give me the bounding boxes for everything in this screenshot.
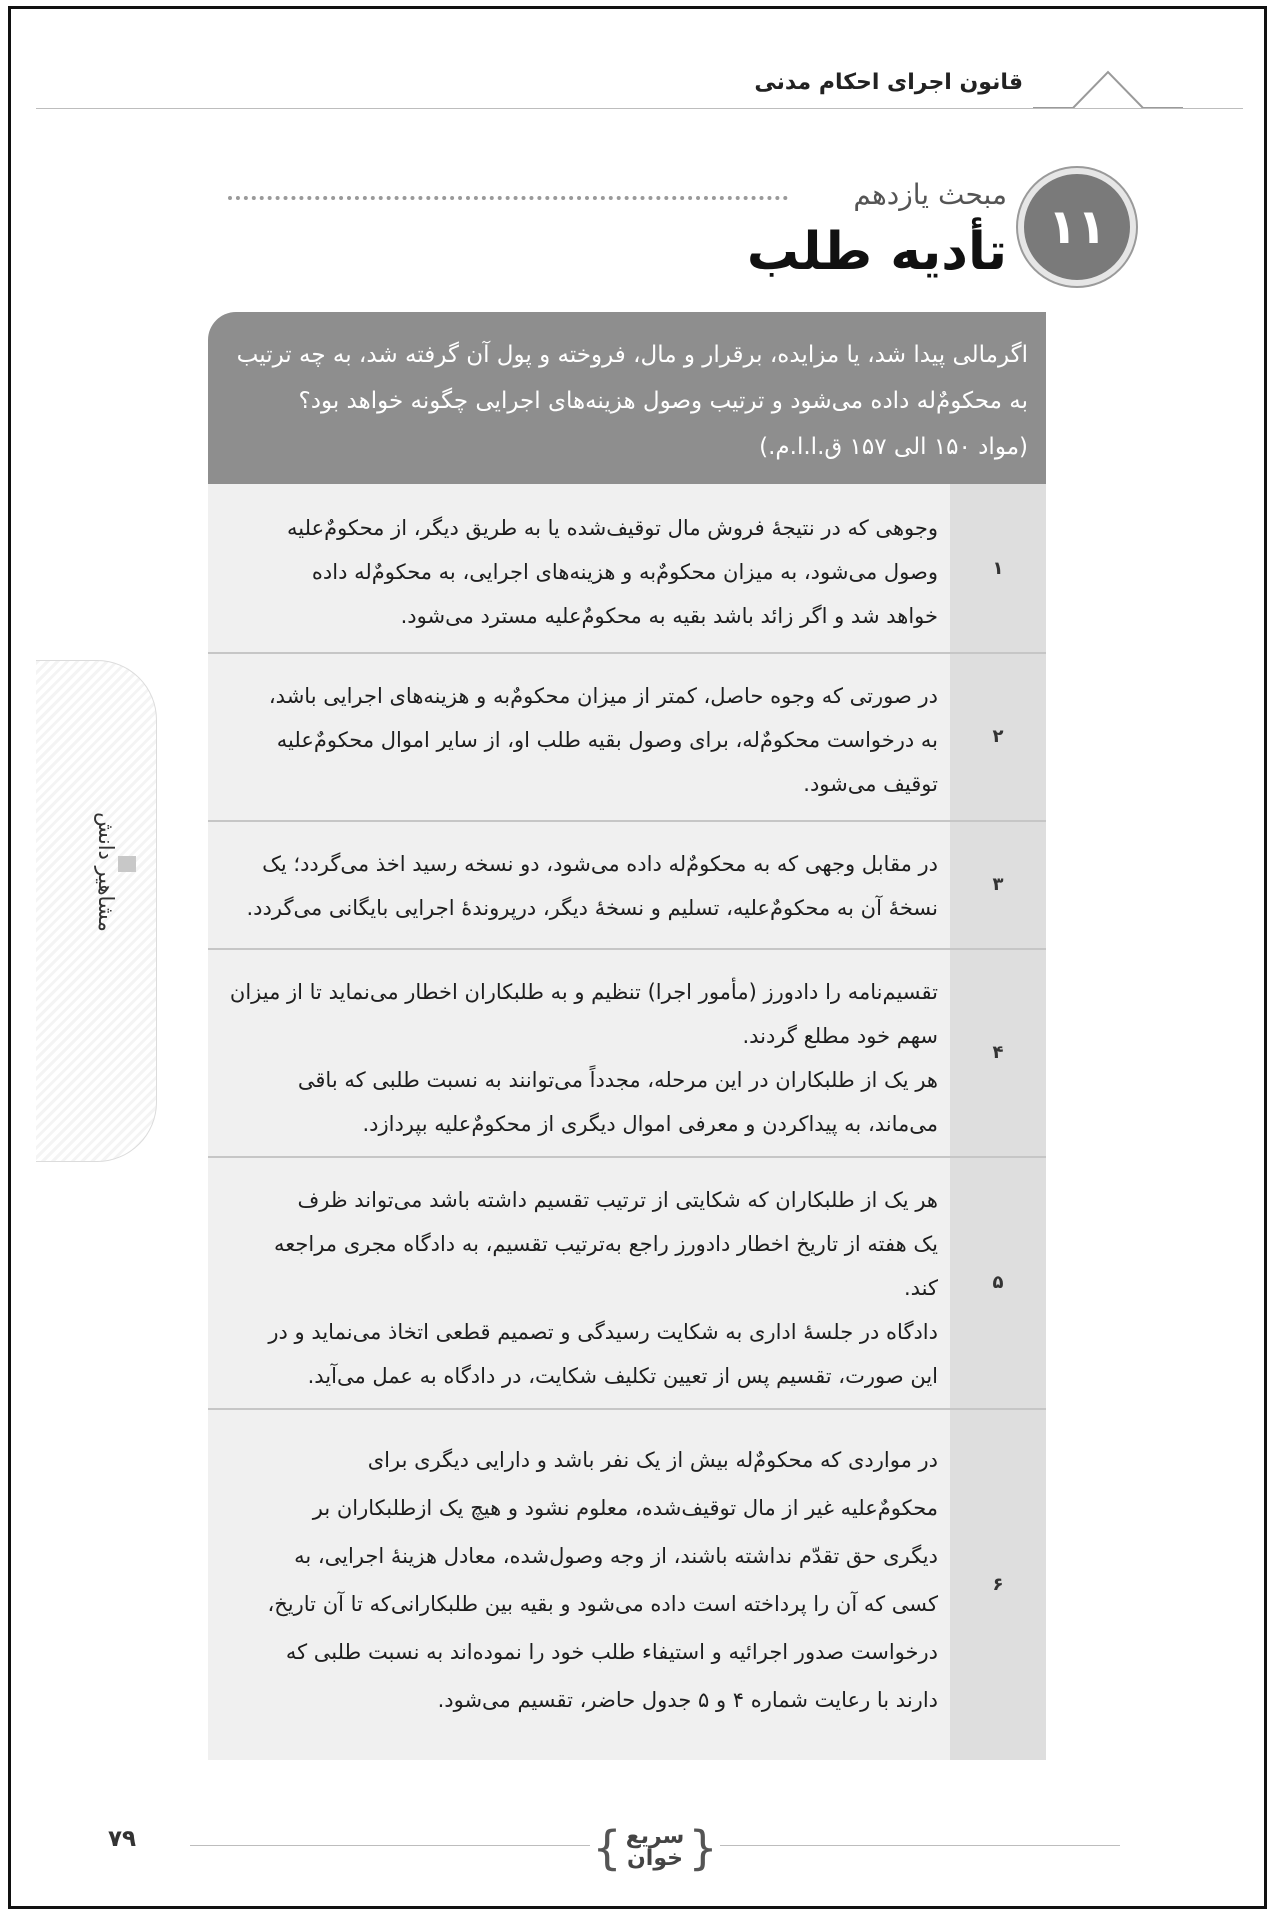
row-line: هر یک از طلبکاران در این مرحله، مجدداً می‌توانند به نسبت طلبی که باقی xyxy=(297,1068,938,1092)
row-line: نسخهٔ آن به محکومٌ‌علیه، تسلیم و نسخهٔ دیگر، درپروندهٔ اجرایی بایگانی می‌گردد. xyxy=(246,896,938,920)
side-tab-marker xyxy=(118,856,136,872)
footer-rule-left xyxy=(190,1845,590,1846)
row-number: ۱ xyxy=(992,557,1004,579)
table-row xyxy=(208,484,1046,654)
row-text xyxy=(226,1178,938,1398)
row-number: ۲ xyxy=(992,725,1004,747)
row-line: در صورتی که وجوه حاصل، کمتر از میزان محکومٌ‌به و هزینه‌های اجرایی باشد، xyxy=(268,684,938,708)
table-row xyxy=(208,1408,1046,1760)
chapter-number-badge: ۱۱ xyxy=(1018,168,1136,286)
row-line: در مقابل وجهی که به محکومٌ‌له داده می‌شود، دو نسخه رسید اخذ می‌گردد؛ یک xyxy=(262,852,938,876)
row-line: محکومٌ‌علیه غیر از مال توقیف‌شده، معلوم نشود و هیچ یک ازطلبکاران بر xyxy=(312,1496,938,1520)
row-text xyxy=(226,674,938,806)
question-line: (مواد ۱۵۰ الی ۱۵۷ ق.ا.ا.م.) xyxy=(759,434,1028,460)
header-title: قانون اجرای احکام مدنی xyxy=(754,70,1023,95)
page-number: ۷۹ xyxy=(108,1826,137,1852)
row-line: دارند با رعایت شماره ۴ و ۵ جدول حاضر، تقسیم می‌شود. xyxy=(437,1688,938,1712)
logo-brace-right: } xyxy=(688,1821,718,1875)
row-line: در مواردی که محکومٌ‌له بیش از یک نفر باشد و دارایی دیگری برای xyxy=(367,1448,938,1472)
row-number: ۴ xyxy=(992,1041,1004,1063)
question-line: اگرمالی پیدا شد، یا مزایده، برقرار و مال، فروخته و پول آن گرفته شد، به چه ترتیب xyxy=(236,342,1028,368)
articles-table xyxy=(208,484,1046,1760)
table-row xyxy=(208,652,1046,822)
header-rule xyxy=(36,108,1243,109)
footer-rule-right xyxy=(720,1845,1120,1846)
row-text xyxy=(226,842,938,930)
table-row xyxy=(208,1156,1046,1410)
logo-brace-left: { xyxy=(592,1821,622,1875)
question-line: به محکومٌ‌له داده می‌شود و ترتیب وصول هزینه‌های اجرایی چگونه خواهد بود؟ xyxy=(298,388,1028,414)
chapter-label: مبحث یازدهم xyxy=(853,178,1007,211)
table-row xyxy=(208,948,1046,1158)
running-header xyxy=(36,60,1243,110)
row-text xyxy=(226,1436,938,1724)
chapter-title: تأدیه طلب xyxy=(746,222,1007,282)
publisher-logo xyxy=(592,1820,718,1876)
row-line: خواهد شد و اگر زائد باشد بقیه به محکومٌ‌علیه مسترد می‌شود. xyxy=(400,604,938,628)
row-line: درخواست صدور اجرائیه و استیفاء طلب خود را نموده‌اند به نسبت طلبی که xyxy=(285,1640,938,1664)
row-line: به درخواست محکومٌ‌له، برای وصول بقیه طلب او، از سایر اموال محکومٌ‌علیه xyxy=(276,728,938,752)
side-tab-label: مشاهیر دانش xyxy=(94,812,118,932)
row-line: یک هفته از تاریخ اخطار دادورز راجع به‌ترتیب تقسیم، به دادگاه مجری مراجعه xyxy=(273,1232,938,1256)
row-line: سهم خود مطلع گردند. xyxy=(742,1024,938,1048)
logo-word-bottom: خوان xyxy=(627,1846,683,1871)
row-line: وصول می‌شود، به میزان محکومٌ‌به و هزینه‌های اجرایی، به محکومٌ‌له داده xyxy=(311,560,938,584)
row-line: توقیف می‌شود. xyxy=(803,772,938,796)
row-line: کسی که آن را پرداخته است داده می‌شود و بقیه بین طلبکارانی‌که تا آن تاریخ، xyxy=(267,1592,938,1616)
row-text xyxy=(226,506,938,638)
row-line: می‌ماند، به پیداکردن و معرفی اموال دیگری از محکومٌ‌علیه بپردازد. xyxy=(362,1112,938,1136)
row-number: ۶ xyxy=(992,1573,1004,1595)
row-line: کند. xyxy=(903,1276,938,1300)
row-line: دیگری حق تقدّم نداشته باشند، از وجه وصول‌شده، معادل هزینهٔ اجرایی، به xyxy=(294,1544,938,1568)
row-line: وجوهی که در نتیجهٔ فروش مال توقیف‌شده یا به طریق دیگر، از محکومٌ‌علیه xyxy=(287,516,938,540)
row-line: هر یک از طلبکاران که شکایتی از ترتیب تقسیم داشته باشد می‌تواند ظرف xyxy=(297,1188,938,1212)
row-line: دادگاه در جلسهٔ اداری به شکایت رسیدگی و تصمیم قطعی اتخاذ می‌نماید و در xyxy=(268,1320,938,1344)
row-number: ۵ xyxy=(992,1271,1004,1293)
chapter-dotted-rule xyxy=(228,196,788,200)
row-text xyxy=(226,970,938,1146)
table-row xyxy=(208,820,1046,950)
row-line: این صورت، تقسیم پس از تعیین تکلیف شکایت، در دادگاه به عمل می‌آید. xyxy=(307,1364,938,1388)
row-line: تقسیم‌نامه را دادورز (مأمور اجرا) تنظیم و به طلبکاران اخطار می‌نماید تا از میزان xyxy=(229,980,938,1004)
question-box xyxy=(208,312,1046,484)
row-number: ۳ xyxy=(992,873,1004,895)
header-peak-ornament xyxy=(1033,66,1183,110)
logo-word-top: سریع xyxy=(625,1824,685,1849)
